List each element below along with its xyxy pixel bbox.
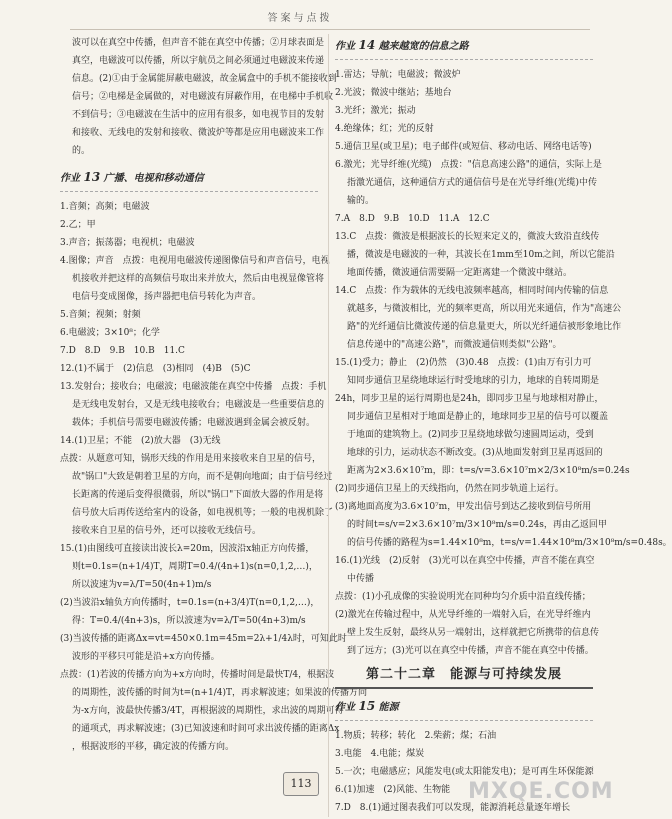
text-line: (2)激光在传输过程中，从光导纤维的一端射入后，在光导纤维内 — [335, 610, 591, 620]
text-line: 播，微波是电磁波的一种，其波长在1mm至10m之间，所以它能沿 — [347, 250, 615, 260]
text-line: 点拨：(1)若波的传播方向为+x方向时，传播时间是最快T/4，根据波 — [60, 670, 335, 680]
text-line: 得：T=0.4/(4n+3)s，所以波速为v=λ/T=50(4n+3)m/s — [72, 616, 306, 626]
text-line: 波可以在真空中传播，但声音不能在真空中传播；②月球表面是 — [72, 38, 325, 48]
text-line: 1.雷达；导航；电磁波；微波炉 — [335, 70, 461, 80]
answer-block-continued — [60, 34, 337, 160]
text-line: 24h，同步卫星的运行周期也是24h，即同步卫星与地球相对静止， — [335, 394, 604, 404]
text-line: (3)当波传播的距离Δx=vt=450×0.1m=45m=2λ+1/4λ时，可知此时 — [60, 634, 347, 644]
section-number: 15 — [358, 699, 376, 713]
page-header — [0, 0, 600, 30]
text-line: 7.D 8.(1)通过图表我们可以发现，能源消耗总量逐年增长 — [335, 803, 571, 813]
section-title: 广播、电视和移动通信 — [103, 173, 204, 184]
section-prefix: 作业 — [335, 702, 355, 713]
text-line: 5.音频；视频；射频 — [60, 310, 141, 320]
text-line: 是无线电发射台，又是无线电接收台；电磁波是一些重要信息的 — [72, 400, 325, 410]
text-line: 载体；手机信号需要电磁波传播；电磁波遇到金属会被反射。 — [72, 418, 316, 428]
text-line: 到了远方；(3)光可以在真空中传播，声音不能在真空中传播。 — [347, 646, 594, 656]
section-14-answers — [335, 66, 672, 660]
text-line: 的周期性，波传播的时间为t=(n+1/4)T，再求解波速；如果波的传播方向 — [72, 688, 368, 698]
text-line: 接收来自卫星的信号外，还可以接收无线信号。 — [72, 526, 262, 536]
text-line: 6.电磁波；3×10⁸；化学 — [60, 328, 160, 338]
section-14-heading — [335, 36, 593, 60]
text-line: 信号；②电梯是金属做的，对电磁波有屏蔽作用，在电梯中手机收 — [72, 92, 334, 102]
text-line: 真空，电磁波可以传播，所以宇航员之间必须通过电磁波来传递 — [72, 56, 325, 66]
section-title: 越来越宽的信息之路 — [378, 41, 469, 52]
text-line: 点拨：从题意可知，锅形天线的作用是用来接收来自卫星的信号， — [60, 454, 322, 464]
text-line: (3)离地面高度为3.6×10⁷m，甲发出信号到达乙接收到信号所用 — [335, 502, 592, 512]
text-line: 所以波速为v=λ/T=50(4n+1)m/s — [72, 580, 212, 590]
text-line: 14.C 点拨：作为载体的无线电波频率越高，相同时间内传输的信息 — [335, 286, 609, 296]
text-line: 同步通信卫星相对于地面是静止的，地球同步卫星的信号可以覆盖 — [347, 412, 609, 422]
text-line: 3.光纤；激光；振动 — [335, 106, 416, 116]
text-line: 1.音频；高频；电磁波 — [60, 202, 150, 212]
section-title: 能源 — [378, 702, 399, 713]
text-line: 就越多，与微波相比，光的频率更高，所以用光来通信，作为"高速公 — [347, 304, 622, 314]
text-line: 地面传播，微波通信需要隔一定距离建一个微波中继站。 — [347, 268, 573, 278]
text-line: 信息。(2)①由于金属能屏蔽电磁波，故金属盒中的手机不能接收到 — [72, 74, 337, 84]
text-line: 指激光通信，这种通信方式的通信信号是在光导纤维(光缆)中传 — [347, 178, 598, 188]
text-line: 16.(1)光线 (2)反射 (3)光可以在真空中传播，声音不能在真空 — [335, 556, 595, 566]
page-number: 113 — [283, 772, 319, 796]
text-line: 长距离的传递后变得很微弱，所以"锅口"下面放大器的作用是将 — [72, 490, 324, 500]
text-line: 距离为2×3.6×10⁷m，即：t=s/v=3.6×10⁷m×2/3×10⁸m/s=0.24s — [347, 466, 630, 476]
text-line: 路"的光纤通信比微波传递的信息量更大，所以光纤通信被形象地比作 — [347, 322, 622, 332]
right-column — [328, 34, 672, 817]
text-line: 15.(1)由图线可直接读出波长λ=20m，因波沿x轴正方向传播， — [60, 544, 315, 554]
text-line: 为-x方向，波最快传播3/4T，再根据波的周期性，求出波的周期可得 — [72, 706, 344, 716]
text-line: 的通项式，再求解波速；(3)已知波速和时间可求出波传播的距离Δx — [72, 724, 340, 734]
text-line: 4.绝缘体；红；光的反射 — [335, 124, 434, 134]
section-number: 14 — [358, 38, 376, 52]
text-line: ，根据波形的平移，确定波的传播方向。 — [72, 742, 235, 752]
text-line: 5.通信卫星(或卫星)；电子邮件(或短信、移动电话、网络电话等) — [335, 142, 592, 152]
text-line: 7.A 8.D 9.B 10.D 11.A 12.C — [335, 214, 490, 224]
text-line: 故"锅口"大致是朝着卫星的方向，而不是朝向地面；由于信号经过 — [72, 472, 333, 482]
text-line: 2.光波；微波中继站；基地台 — [335, 88, 452, 98]
section-15-heading — [335, 697, 593, 721]
text-line: 4.图像；声音 点拨：电视用电磁波传递图像信号和声音信号，电视 — [60, 256, 330, 266]
text-line: 3.电能 4.电能；煤炭 — [335, 749, 425, 759]
text-line: 7.D 8.D 9.B 10.B 11.C — [60, 346, 185, 356]
section-number: 13 — [83, 170, 101, 184]
text-line: 地球的引力，运动状态不断改变。(3)从地面发射到卫星再返回的 — [347, 448, 603, 458]
text-line: 13.C 点拨：微波是根据波长的长短来定义的，微波大致沿直线传 — [335, 232, 600, 242]
text-line: 6.激光；光导纤维(光缆) 点拨："信息高速公路"的通信，实际上是 — [335, 160, 602, 170]
text-line: 信息传递中的"高速公路"，而微波通信则类似"公路"。 — [347, 340, 562, 350]
text-line: 知同步通信卫星绕地球运行时受地球的引力，地球的自转周期是 — [347, 376, 600, 386]
text-line: 5.一次；电磁感应；风能发电(或太阳能发电)；是可再生环保能源 — [335, 767, 594, 777]
text-line: 3.声音；振荡器；电视机；电磁波 — [60, 238, 195, 248]
watermark-logo: MXQE.COM — [468, 779, 614, 804]
text-line: 于地面的建筑物上。(2)同步卫星绕地球做匀速圆周运动，受到 — [347, 430, 594, 440]
header-divider — [70, 29, 590, 30]
text-line: 电信号变成图像，扬声器把电信号转化为声音。 — [72, 292, 262, 302]
section-13-heading — [60, 168, 318, 192]
text-line: 14.(1)卫星；不能 (2)放大器 (3)无线 — [60, 436, 221, 446]
text-line: 波形的平移只可能是沿+x方向传播。 — [72, 652, 220, 662]
chapter-title: 第二十二章 能源与可持续发展 — [335, 666, 593, 689]
text-line: 壁上发生反射，最终从另一端射出，这样就把它所携带的信息传 — [347, 628, 600, 638]
text-line: 1.物质；转移；转化 2.柴薪；煤；石油 — [335, 731, 497, 741]
text-line: (2)当波沿x轴负方向传播时，t=0.1s=(n+3/4)T(n=0,1,2,…)， — [60, 598, 320, 608]
text-line: 机接收并把这样的高频信号取出来并放大，然后由电视显像管将 — [72, 274, 325, 284]
text-line: 的信号传播的路程为s=1.44×10⁸m，t=s/v=1.44×10⁸m/3×10⁸m/s=0.48s。 — [347, 538, 672, 548]
text-line: 的。 — [72, 146, 91, 156]
text-line: 信号放大后再传送给室内的设备，如电视机等；一般的电视机除了 — [72, 508, 334, 518]
text-line: 则t=0.1s=(n+1/4)T，周期T=0.4/(4n+1)s(n=0,1,2,…)， — [72, 562, 318, 572]
text-line: 不到信号；③电磁波在生活中的应用有很多，如电视节目的发射 — [72, 110, 325, 120]
text-line: 2.乙；甲 — [60, 220, 96, 230]
text-line: 点拨：(1)小孔成像的实验说明光在同种均匀介质中沿直线传播； — [335, 592, 591, 602]
text-line: 6.(1)加速 (2)风能、生物能 — [335, 785, 451, 795]
text-line: 15.(1)受力；静止 (2)仍然 (3)0.48 点拨：(1)由万有引力可 — [335, 358, 592, 368]
text-line: 13.发射台；接收台；电磁波；电磁波能在真空中传播 点拨：手机 — [60, 382, 327, 392]
section-prefix: 作业 — [60, 173, 80, 184]
text-line: 和接收、无线电的发射和接收、微波炉等都是应用电磁波来工作 — [72, 128, 325, 138]
header-title: 答案与点拨 — [267, 13, 333, 24]
section-prefix: 作业 — [335, 41, 355, 52]
text-line: 输的。 — [347, 196, 375, 206]
text-line: 的时间t=s/v=2×3.6×10⁷m/3×10⁸m/s=0.24s，再由乙返回甲 — [347, 520, 607, 530]
text-line: (2)同步通信卫星上的天线指向，仍然在同步轨道上运行。 — [335, 484, 564, 494]
text-line: 中传播 — [347, 574, 375, 584]
text-line: 12.(1)不属于 (2)信息 (3)相同 (4)B (5)C — [60, 364, 251, 374]
